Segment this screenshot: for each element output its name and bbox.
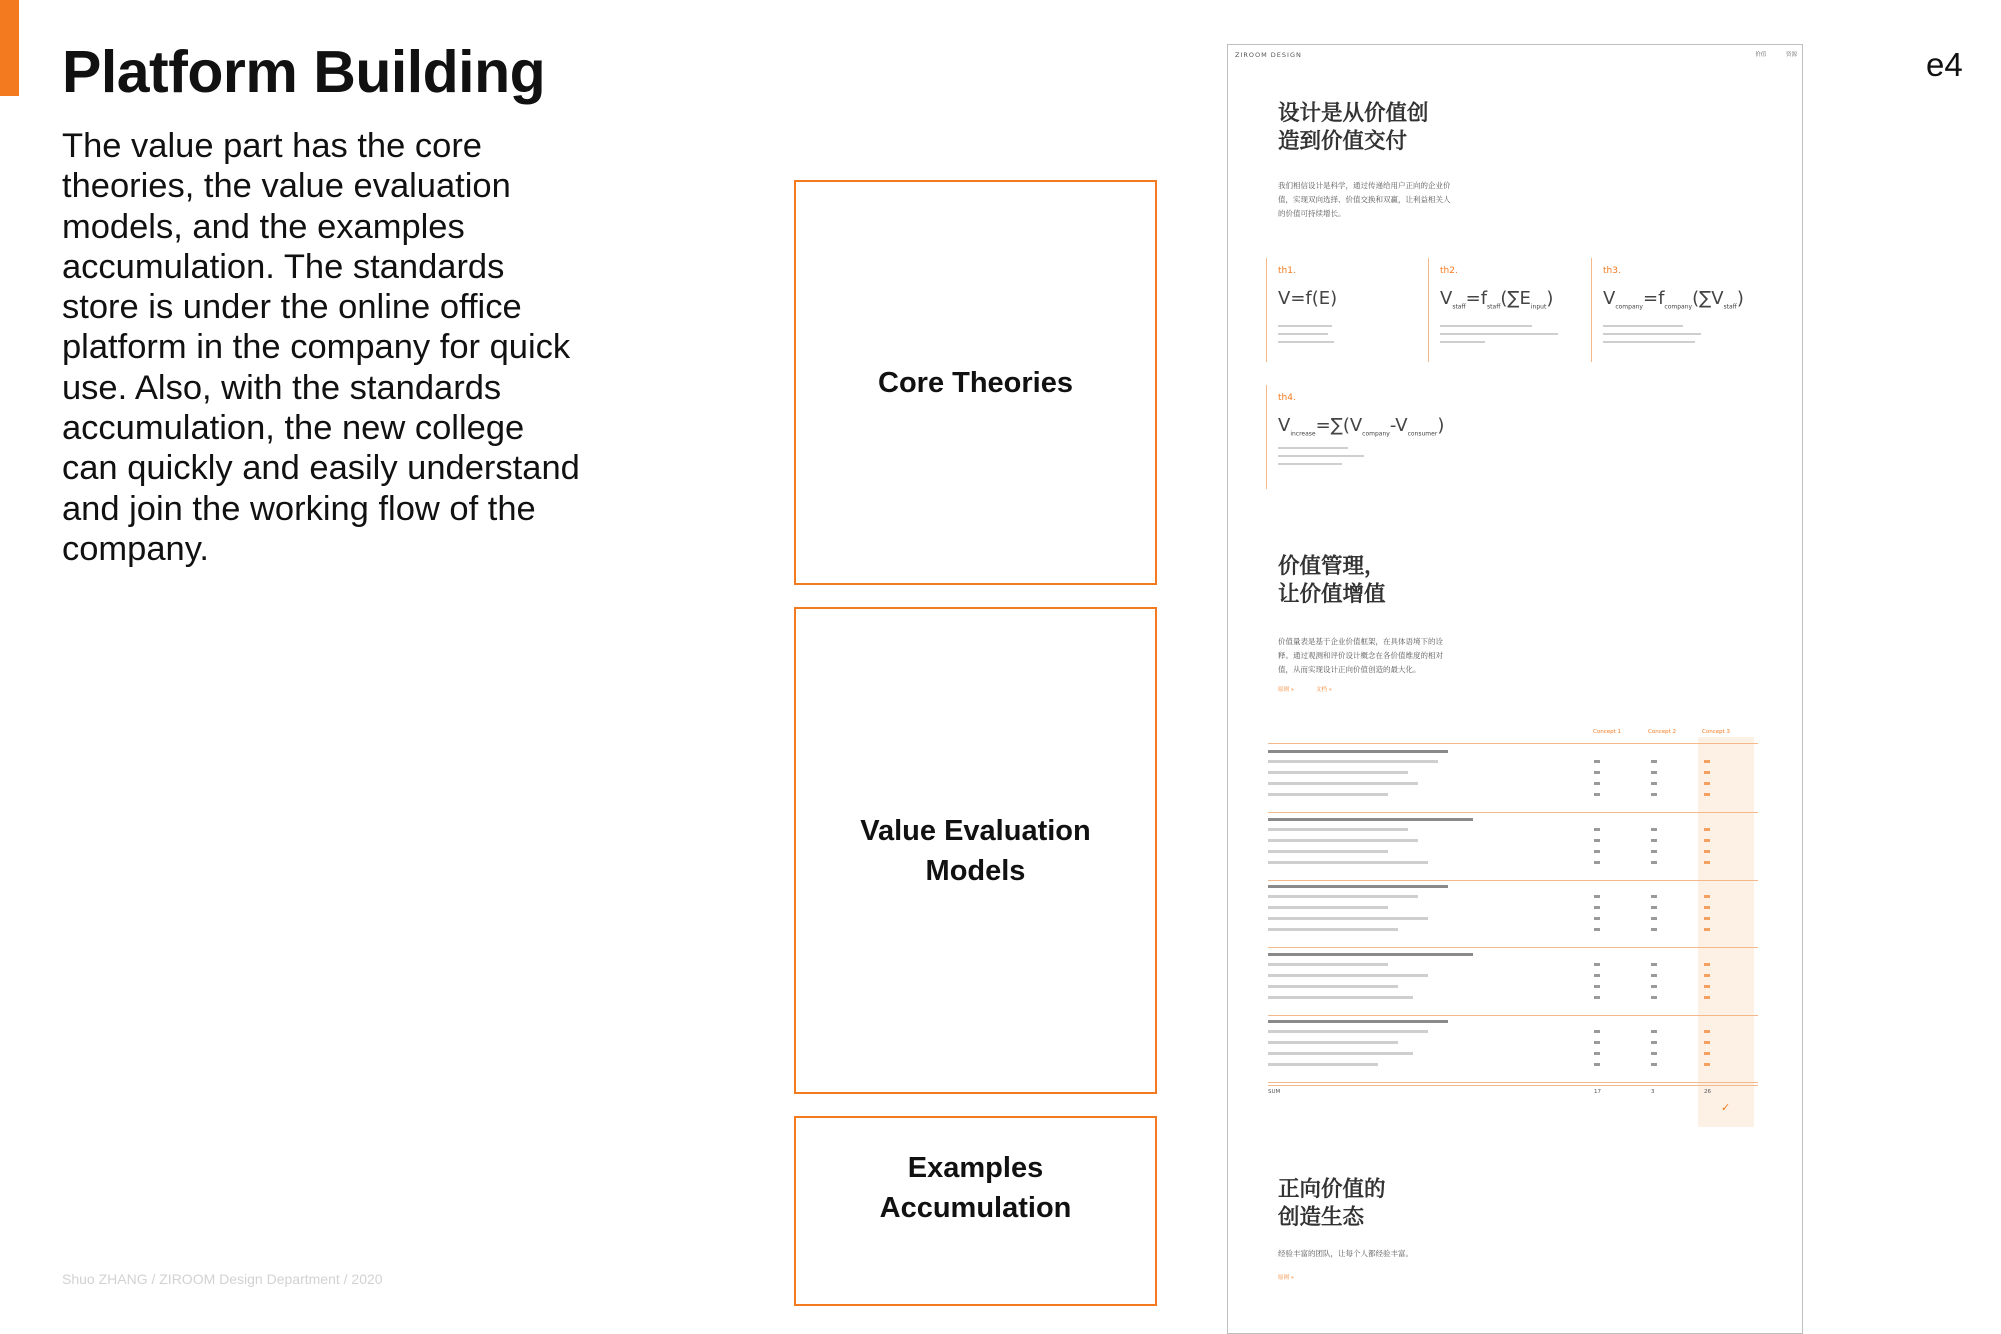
table-cell [1651, 861, 1657, 864]
table-cell [1651, 760, 1657, 763]
table-cell [1594, 917, 1600, 920]
examples-accumulation-box [794, 1116, 1157, 1306]
theory-label: th4. [1278, 393, 1296, 403]
table-row [1268, 1063, 1378, 1066]
table-cell [1651, 1041, 1657, 1044]
table-header-concept: Concept 1 [1593, 729, 1621, 735]
document-preview [1227, 44, 1803, 1334]
table-rule [1268, 947, 1758, 948]
table-cell [1651, 782, 1657, 785]
table-cell [1651, 1052, 1657, 1055]
doc-nav [1737, 50, 1797, 58]
table-cell [1704, 917, 1710, 920]
doc-links [1278, 685, 1352, 693]
doc-text-ecosystem: 经验丰富的团队，让每个人都经验丰富。 [1278, 1249, 1413, 1258]
doc-text-value-design: 我们相信设计是科学，通过传递给用户正向的企业价值，实现双向选择、价值交换和双赢，让利益相关人的价值可持续增长。 [1278, 181, 1451, 218]
doc-heading-value-design: 设计是从价值创 造到价值交付 [1278, 101, 1429, 154]
table-rule [1268, 1082, 1758, 1083]
table-cell [1594, 782, 1600, 785]
table-row [1268, 771, 1408, 774]
table-cell [1651, 793, 1657, 796]
table-cell [1704, 850, 1710, 853]
table-row [1268, 850, 1388, 853]
table-rule [1268, 1085, 1758, 1086]
theory-equation: $V_{increase}=\sum(V_{company}-V_{consumer})$ [1278, 415, 1445, 438]
theory-label: th3. [1603, 266, 1621, 276]
table-cell [1704, 861, 1710, 864]
theory-card [1266, 258, 1412, 362]
table-rule [1268, 743, 1758, 744]
text-line [1440, 325, 1532, 327]
table-cell [1704, 771, 1710, 774]
theory-card [1591, 258, 1744, 362]
table-cell [1594, 985, 1600, 988]
table-cell [1594, 839, 1600, 842]
table-cell [1651, 963, 1657, 966]
table-group-row [1268, 818, 1473, 821]
table-sum-value: 17 [1594, 1089, 1601, 1095]
text-line [1603, 333, 1701, 335]
table-cell [1594, 996, 1600, 999]
table-cell [1594, 771, 1600, 774]
table-cell [1704, 828, 1710, 831]
text-line [1603, 341, 1695, 343]
table-header-concept: Concept 3 [1702, 729, 1730, 735]
table-cell [1704, 839, 1710, 842]
table-cell [1704, 906, 1710, 909]
table-cell [1704, 985, 1710, 988]
slide-title: Platform Building [62, 39, 546, 105]
table-rule [1268, 880, 1758, 881]
table-cell [1651, 906, 1657, 909]
table-cell [1594, 850, 1600, 853]
table-row [1268, 1030, 1428, 1033]
table-cell [1704, 895, 1710, 898]
table-cell [1594, 928, 1600, 931]
table-cell [1594, 963, 1600, 966]
table-sum-label: SUM [1268, 1089, 1281, 1095]
table-cell [1704, 1063, 1710, 1066]
table-cell [1594, 1041, 1600, 1044]
doc-link[interactable]: 原则 » [1278, 1275, 1295, 1281]
table-sum-value: 26 [1704, 1089, 1711, 1095]
table-cell [1704, 1041, 1710, 1044]
text-line [1440, 341, 1485, 343]
table-cell [1704, 996, 1710, 999]
table-group-row [1268, 1020, 1448, 1023]
doc-heading-ecosystem: 正向价值的 创造生态 [1278, 1177, 1386, 1230]
table-cell [1594, 1030, 1600, 1033]
table-cell [1704, 974, 1710, 977]
text-line [1278, 447, 1348, 449]
footer-credit: Shuo ZHANG / ZIROOM Design Department / 2020 [62, 1271, 383, 1287]
table-row [1268, 1041, 1398, 1044]
table-cell [1704, 928, 1710, 931]
core-theories-box [794, 180, 1157, 585]
table-header-concept: Concept 2 [1648, 729, 1676, 735]
table-cell [1594, 895, 1600, 898]
value-evaluation-models-label: Value Evaluation Models [860, 814, 1091, 887]
theory-equation: V=f(E) [1278, 288, 1338, 309]
theory-equation: $V_{staff}=f_{staff}(\sum E_{input})$ [1440, 288, 1554, 311]
table-row [1268, 985, 1398, 988]
text-line [1278, 463, 1342, 465]
table-rule [1268, 1015, 1758, 1016]
text-line [1278, 341, 1334, 343]
theory-label: th1. [1278, 266, 1296, 276]
page-code: e4 [1926, 46, 1963, 83]
table-cell [1594, 1052, 1600, 1055]
table-sum-value: 3 [1651, 1089, 1655, 1095]
text-line [1440, 333, 1558, 335]
table-cell [1594, 793, 1600, 796]
table-cell [1651, 928, 1657, 931]
value-evaluation-models-box [794, 607, 1157, 1094]
concept-3-highlight-column [1698, 737, 1754, 1127]
table-row [1268, 760, 1438, 763]
table-row [1268, 793, 1388, 796]
table-cell [1704, 963, 1710, 966]
table-row [1268, 895, 1418, 898]
table-cell [1704, 1030, 1710, 1033]
theory-card [1428, 258, 1574, 362]
table-cell [1594, 906, 1600, 909]
table-cell [1704, 793, 1710, 796]
doc-link[interactable]: 原则 » [1278, 687, 1295, 693]
doc-text-value-management: 价值量表是基于企业价值框架，在具体语境下的诠释。通过观测和评价设计概念在各价值维度的相对值，从而实现设计正向价值创造的最大化。 [1278, 637, 1443, 674]
table-cell [1651, 974, 1657, 977]
table-cell [1704, 782, 1710, 785]
checkmark-icon: ✓ [1721, 1101, 1731, 1114]
core-theories-label: Core Theories [878, 366, 1073, 399]
doc-nav-item[interactable]: 资源 [1785, 52, 1797, 58]
table-row [1268, 782, 1418, 785]
table-cell [1651, 996, 1657, 999]
theory-label: th2. [1440, 266, 1458, 276]
table-row [1268, 963, 1388, 966]
text-line [1278, 455, 1364, 457]
table-rule [1268, 812, 1758, 813]
table-cell [1651, 839, 1657, 842]
table-cell [1704, 1052, 1710, 1055]
table-cell [1594, 760, 1600, 763]
doc-nav-item[interactable]: 价值 [1755, 52, 1767, 58]
table-cell [1594, 1063, 1600, 1066]
table-cell [1594, 828, 1600, 831]
table-row [1268, 839, 1418, 842]
text-line [1603, 325, 1683, 327]
text-line [1278, 325, 1332, 327]
doc-heading-value-management: 价值管理， 让价值增值 [1278, 554, 1386, 607]
table-row [1268, 996, 1413, 999]
accent-bar [0, 0, 19, 96]
table-cell [1651, 917, 1657, 920]
table-cell [1651, 895, 1657, 898]
slide-body: The value part has the core theories, the value evaluation models, and the examples accumulation. The standards store is under the online office platform in the company for quick use. Also, with the standards accumulation, the new college can quickly and easily understand and join the working flow of the company. [62, 127, 580, 568]
theory-card [1266, 385, 1467, 489]
table-cell [1594, 974, 1600, 977]
table-row [1268, 974, 1428, 977]
table-cell [1651, 1030, 1657, 1033]
table-cell [1651, 828, 1657, 831]
theory-equation: $V_{company}=f_{company}(\sum V_{staff})$ [1603, 288, 1744, 311]
table-row [1268, 928, 1398, 931]
table-cell [1704, 760, 1710, 763]
table-group-row [1268, 953, 1473, 956]
doc-link[interactable]: 文档 » [1315, 687, 1332, 693]
table-row [1268, 917, 1428, 920]
table-row [1268, 1052, 1413, 1055]
table-cell [1651, 771, 1657, 774]
table-row [1268, 906, 1388, 909]
table-cell [1651, 1063, 1657, 1066]
examples-accumulation-label: Examples Accumulation [879, 1152, 1072, 1224]
table-row [1268, 828, 1408, 831]
table-cell [1651, 985, 1657, 988]
table-group-row [1268, 750, 1448, 753]
table-group-row [1268, 885, 1448, 888]
table-cell [1594, 861, 1600, 864]
table-row [1268, 861, 1428, 864]
table-cell [1651, 850, 1657, 853]
text-line [1278, 333, 1328, 335]
doc-brand: ZIROOM DESIGN [1235, 51, 1302, 59]
